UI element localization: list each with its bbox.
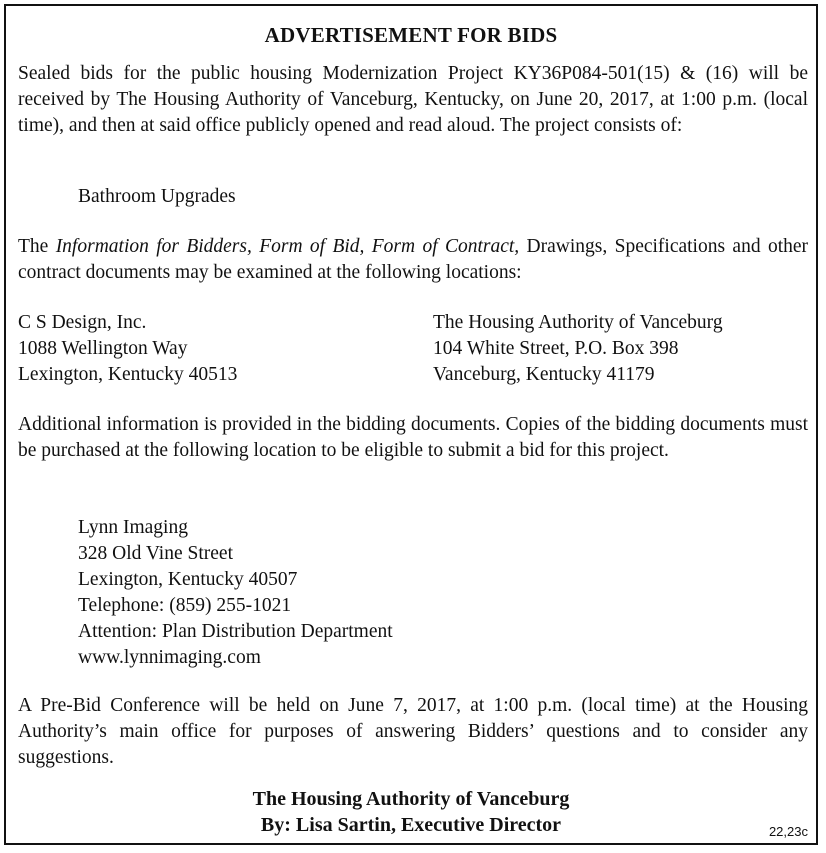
intro-paragraph: Sealed bids for the public housing Modernization Project KY36P084-501(15) & (16) will be received by The Housing Authority of Vanceburg, Kentucky, on June 20, 2017, at 1:00 p.m. (local time), and then at said office publicly opened and read aloud. The project consists of: — [18, 63, 808, 136]
address-line: Vanceburg, Kentucky 41179 — [433, 364, 655, 385]
documents-prefix: The — [18, 236, 56, 257]
advertisement-box — [4, 4, 818, 845]
location-housing-authority — [433, 310, 723, 388]
purchase-telephone: Telephone: (859) 255-1021 — [78, 595, 292, 616]
purchase-website: www.lynnimaging.com — [78, 647, 261, 668]
purchase-street: 328 Old Vine Street — [78, 543, 233, 564]
purchase-company: Lynn Imaging — [78, 517, 188, 538]
address-line: 104 White Street, P.O. Box 398 — [433, 338, 679, 359]
address-line: 1088 Wellington Way — [18, 338, 188, 359]
ad-reference-code: 22,23c — [768, 824, 808, 839]
location-cs-design — [18, 310, 237, 388]
address-line: C S Design, Inc. — [18, 312, 147, 333]
documents-paragraph — [18, 234, 808, 286]
purchase-city: Lexington, Kentucky 40507 — [78, 569, 298, 590]
signature-organization: The Housing Authority of Vanceburg — [252, 788, 570, 810]
additional-info-paragraph: Additional information is provided in the bidding documents. Copies of the bidding documents must be purchased at the following location to be eligible to submit a bid for this project. — [18, 414, 808, 461]
ad-title: ADVERTISEMENT FOR BIDS — [264, 23, 558, 47]
documents-suffix: Drawings, Specifications and other contract documents may be examined at the following locations: — [18, 236, 809, 283]
signature-signer: By: Lisa Sartin, Executive Director — [260, 814, 562, 836]
address-line: The Housing Authority of Vanceburg — [433, 312, 723, 333]
prebid-paragraph: A Pre-Bid Conference will be held on June 7, 2017, at 1:00 p.m. (local time) at the Housing Authority’s main office for purposes of answering Bidders’ questions and to consider any suggestions. — [18, 695, 808, 768]
project-item: Bathroom Upgrades — [78, 186, 236, 207]
address-line: Lexington, Kentucky 40513 — [18, 364, 238, 385]
purchase-location — [78, 515, 393, 671]
purchase-attention: Attention: Plan Distribution Department — [78, 621, 393, 642]
documents-italic-titles: Information for Bidders, Form of Bid, Form of Contract, — [55, 236, 520, 257]
